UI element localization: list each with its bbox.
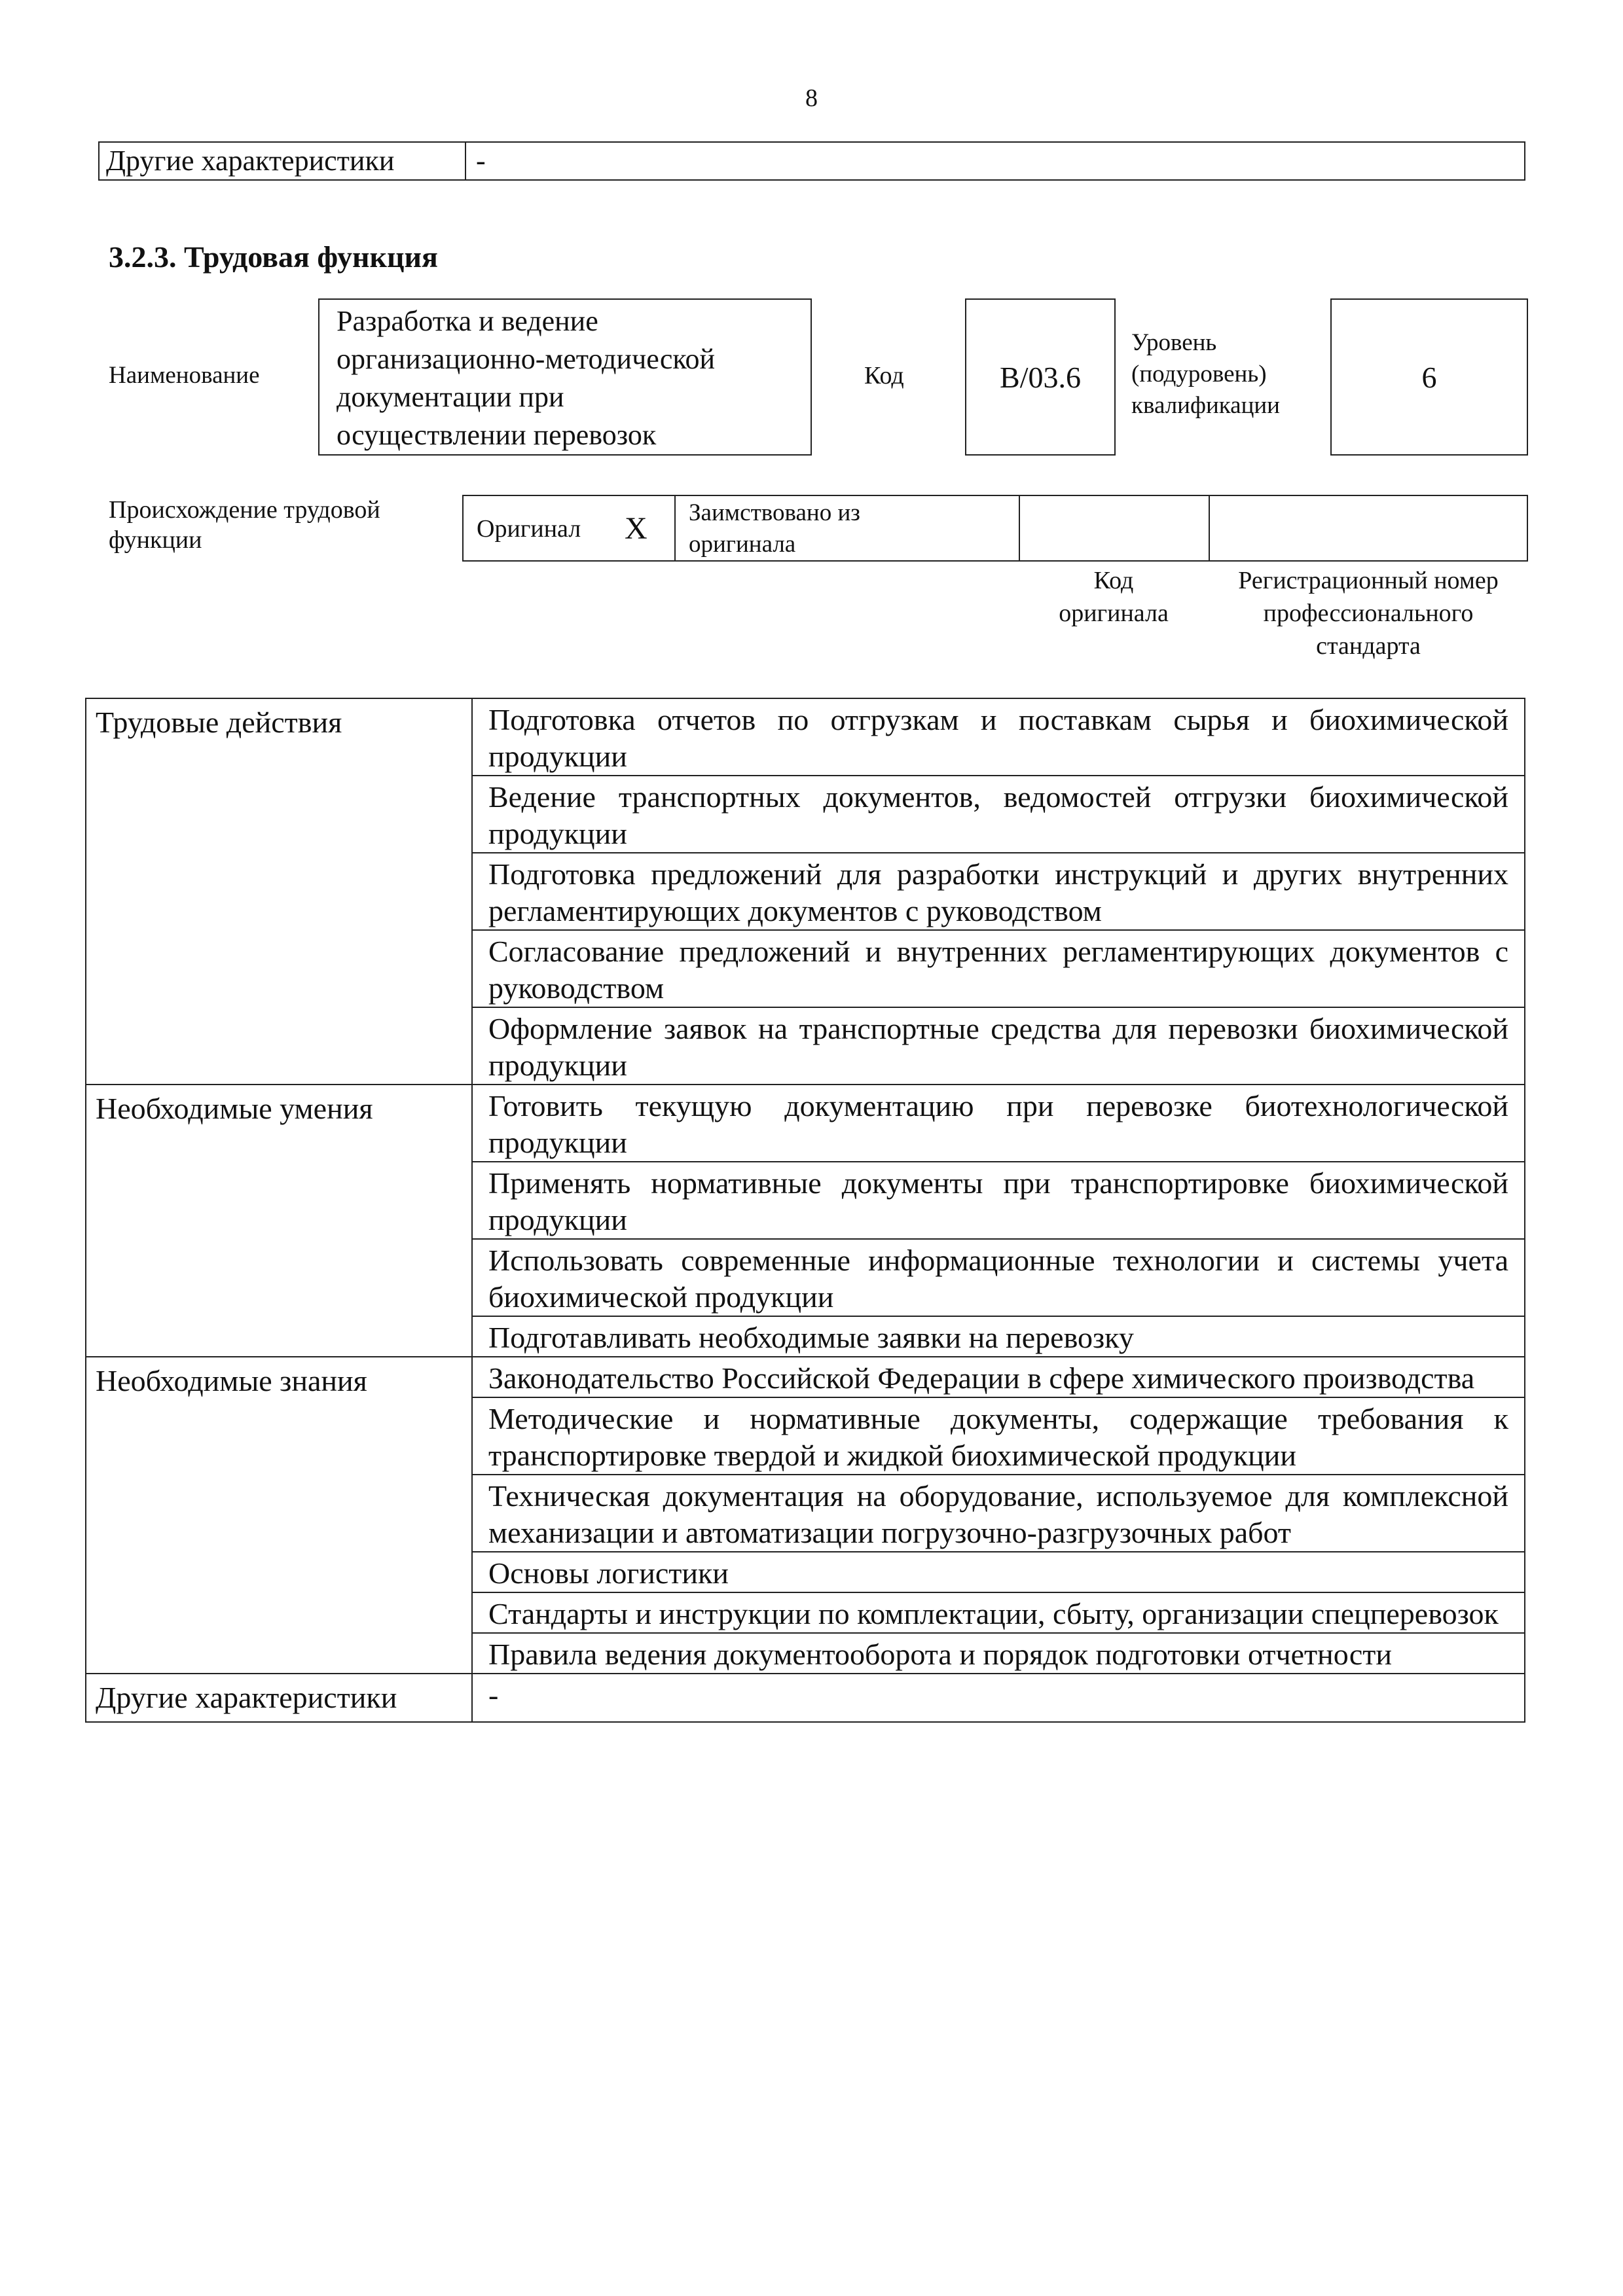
section-item-cell: Подготовка предложений для разработки инструкций и других внутренних регламентирующих документов с руководством [472, 853, 1525, 930]
section-item-cell: Подготавливать необходимые заявки на перевозку [472, 1316, 1525, 1357]
labor-function-table [85, 698, 1525, 1723]
section-item-cell: Готовить текущую документацию при перевозке биотехнологической продукции [472, 1085, 1525, 1162]
section-item-cell: Основы логистики [472, 1552, 1525, 1592]
section-item-cell: Правила ведения документооборота и порядок подготовки отчетности [472, 1633, 1525, 1674]
section-item-cell: Методические и нормативные документы, содержащие требования к транспортировке твердой и жидкой биохимической продукции [472, 1397, 1525, 1475]
registration-number-cell [1210, 496, 1527, 560]
original-code-cell [1020, 496, 1210, 560]
table-row [86, 1085, 1525, 1162]
function-name-line: организационно-методической [337, 343, 716, 375]
borrowed-cell [676, 496, 1020, 560]
registration-number-caption [1209, 564, 1528, 662]
original-cell [464, 496, 676, 560]
caption-line: Регистрационный номер [1238, 567, 1499, 594]
origin-label-line: функции [109, 526, 202, 554]
section-item-cell: Законодательство Российской Федерации в сфере химического производства [472, 1357, 1525, 1397]
level-label-line: квалификации [1131, 392, 1280, 419]
other-characteristics-value: - [476, 145, 486, 177]
section-item-cell: Оформление заявок на транспортные средства для перевозки биохимической продукции [472, 1007, 1525, 1085]
name-label: Наименование [109, 362, 260, 389]
section-item-cell: Ведение транспортных документов, ведомостей отгрузки биохимической продукции [472, 776, 1525, 853]
page-number: 8 [805, 84, 818, 112]
section-header-cell: Другие характеристики [86, 1674, 472, 1722]
borrowed-label-line: оригинала [689, 531, 796, 558]
caption-line: Код [1093, 567, 1134, 594]
level-value: 6 [1421, 360, 1437, 394]
code-box [965, 298, 1116, 456]
section-item-cell: - [472, 1674, 1525, 1722]
table-row [86, 1674, 1525, 1722]
section-item-cell: Стандарты и инструкции по комплектации, сбыту, организации спецперевозок [472, 1592, 1525, 1633]
code-label: Код [864, 362, 904, 389]
caption-line: оригинала [1059, 600, 1169, 627]
section-item-cell: Подготовка отчетов по отгрузкам и поставкам сырья и биохимической продукции [472, 698, 1525, 776]
other-characteristics-label: Другие характеристики [100, 143, 466, 179]
level-label [1131, 327, 1280, 422]
function-name-line: Разработка и ведение [337, 305, 598, 337]
section-title: 3.2.3. Трудовая функция [109, 240, 438, 274]
caption-line: профессионального [1263, 600, 1474, 627]
function-name-line: осуществлении перевозок [337, 419, 657, 451]
section-item-cell: Применять нормативные документы при транспортировке биохимической продукции [472, 1162, 1525, 1239]
function-name-box [318, 298, 812, 456]
section-header-cell: Необходимые умения [86, 1085, 472, 1357]
origin-label [109, 495, 380, 555]
original-code-caption [1019, 564, 1209, 630]
section-header-cell: Необходимые знания [86, 1357, 472, 1674]
level-label-line: (подуровень) [1131, 361, 1267, 387]
code-value: B/03.6 [1000, 360, 1081, 394]
other-characteristics-strip [98, 141, 1525, 181]
section-item-cell: Согласование предложений и внутренних регламентирующих документов с руководством [472, 930, 1525, 1007]
original-mark: X [625, 511, 647, 546]
origin-label-line: Происхождение трудовой [109, 496, 380, 524]
section-item-cell: Техническая документация на оборудование, используемое для комплексной механизации и автоматизации погрузочно-разгрузочных работ [472, 1475, 1525, 1552]
caption-line: стандарта [1316, 632, 1421, 660]
level-label-line: Уровень [1131, 329, 1217, 356]
borrowed-label-line: Заимствовано из [689, 499, 860, 526]
table-row [86, 698, 1525, 776]
origin-row [462, 495, 1528, 562]
level-box [1330, 298, 1528, 456]
section-item-cell: Использовать современные информационные технологии и системы учета биохимической продукции [472, 1239, 1525, 1316]
table-row [86, 1357, 1525, 1397]
function-name-line: документации при [337, 381, 564, 413]
section-header-cell: Трудовые действия [86, 698, 472, 1085]
original-label: Оригинал [477, 515, 581, 543]
